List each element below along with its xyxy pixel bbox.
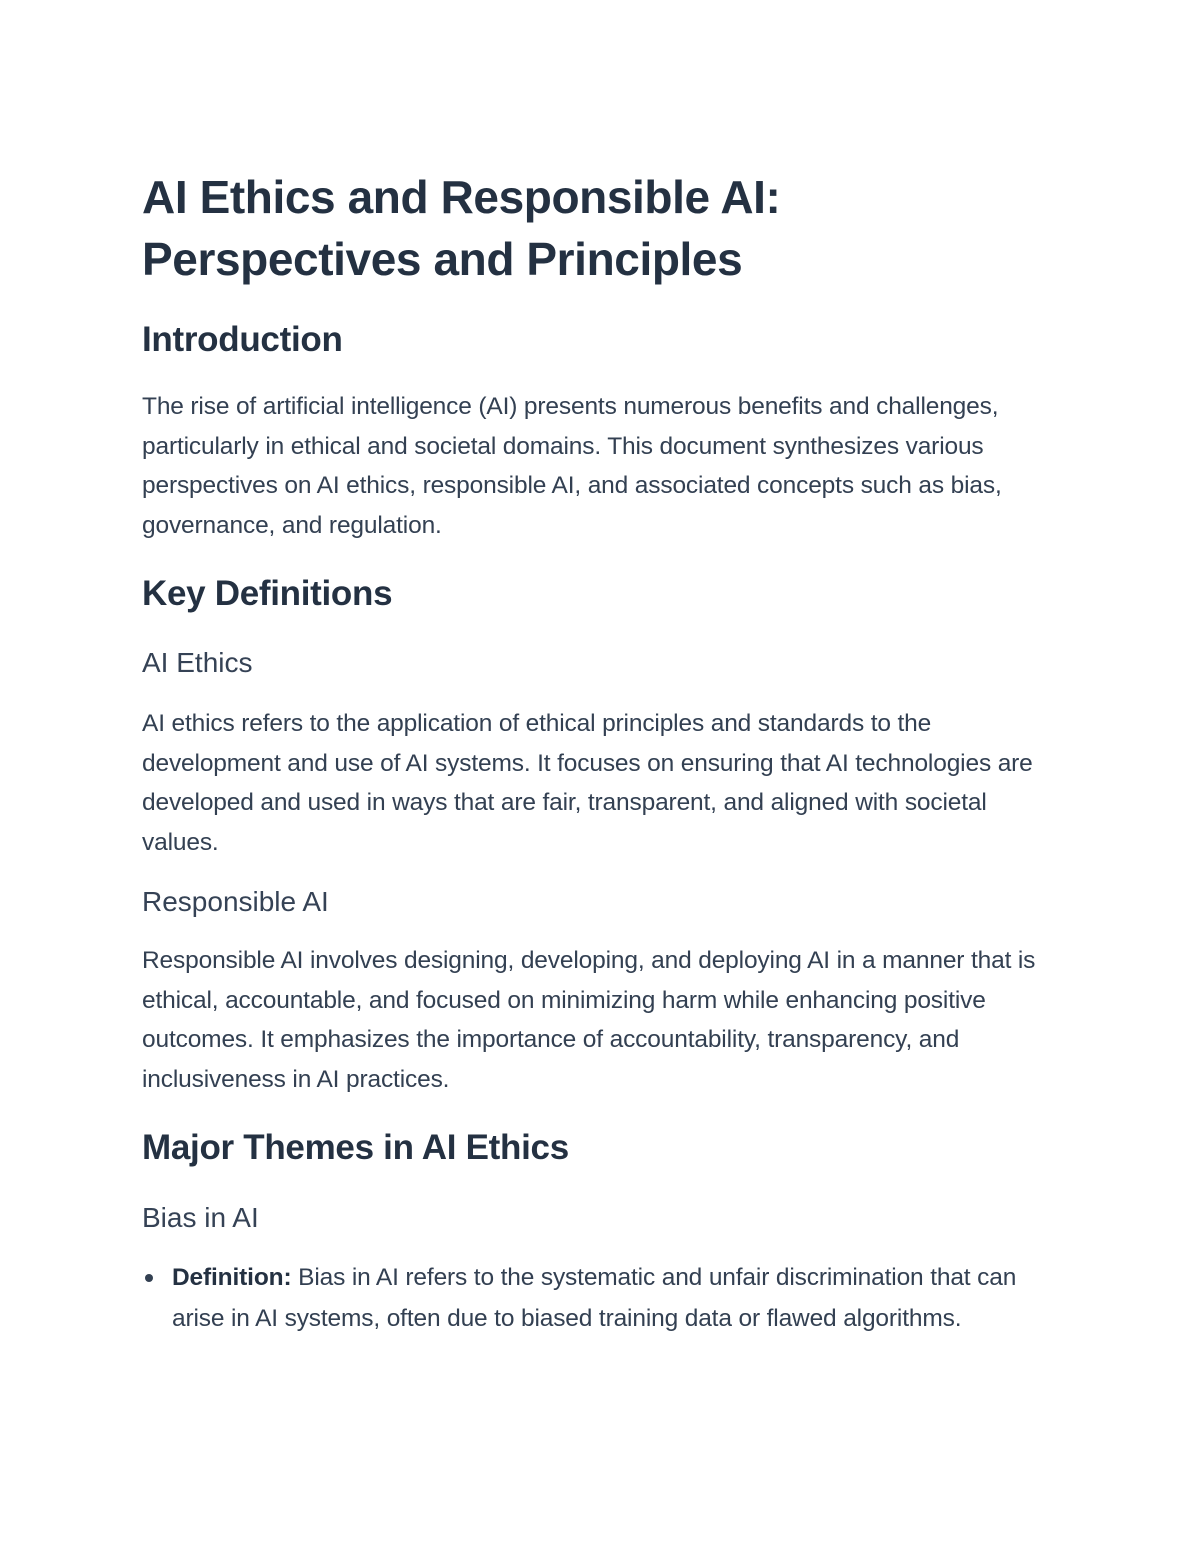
- list-item-text: Bias in AI refers to the systematic and unfair discrimination that can arise in AI systems, often due to biased training data or flawed algorithms.: [172, 1264, 1017, 1332]
- list-item: [142, 1258, 1057, 1339]
- bias-in-ai-list: [142, 1258, 1057, 1339]
- ai-ethics-heading: AI Ethics: [142, 647, 253, 678]
- key-definitions-heading: Key Definitions: [142, 574, 393, 613]
- document-title: [142, 166, 1042, 290]
- bias-in-ai-heading: Bias in AI: [142, 1202, 259, 1233]
- bullet-icon: [145, 1274, 153, 1282]
- list-item-term: Definition:: [172, 1264, 292, 1291]
- responsible-ai-heading: Responsible AI: [142, 886, 329, 917]
- document-title-line-1: AI Ethics and Responsible AI:: [142, 171, 781, 223]
- responsible-ai-paragraph: Responsible AI involves designing, developing, and deploying AI in a manner that is ethical, accountable, and focused on minimizing harm while enhancing positive outcomes. It emphasizes the importance of accountability, transparency, and inclusiveness in AI practices.: [142, 947, 1036, 1093]
- introduction-heading: Introduction: [142, 320, 343, 359]
- document-title-line-2: Perspectives and Principles: [142, 233, 743, 285]
- ai-ethics-paragraph: AI ethics refers to the application of ethical principles and standards to the development and use of AI systems. It focuses on ensuring that AI technologies are developed and used in ways that are fair, transparent, and aligned with societal values.: [142, 710, 1033, 856]
- introduction-paragraph: The rise of artificial intelligence (AI) presents numerous benefits and challenges, particularly in ethical and societal domains. This document synthesizes various perspectives on AI ethics, responsible AI, and associated concepts such as bias, governance, and regulation.: [142, 393, 1002, 539]
- major-themes-heading: Major Themes in AI Ethics: [142, 1128, 569, 1167]
